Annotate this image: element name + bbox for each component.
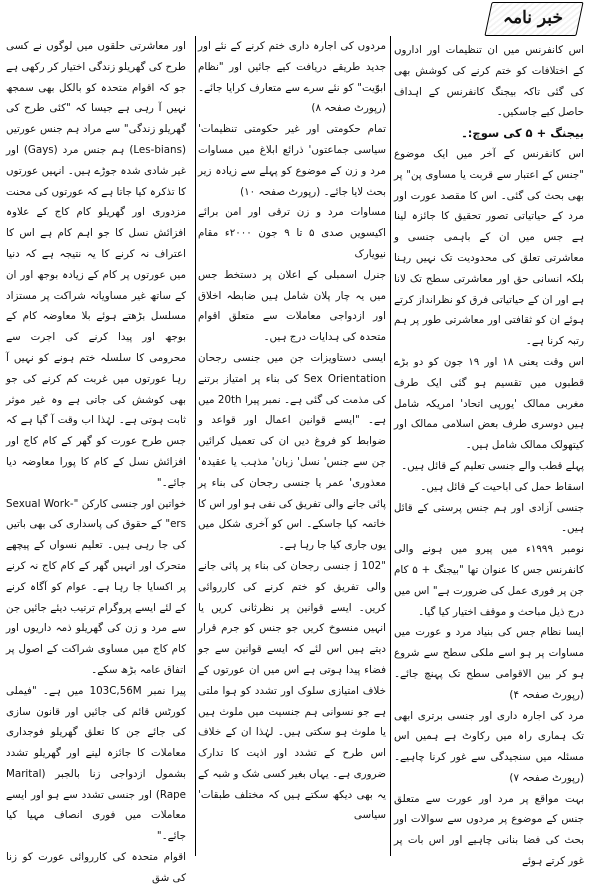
paragraph: پہلے قطب والے جنسی تعلیم کے قائل ہیں۔ [401, 459, 584, 472]
paragraph: جنسی آزادی اور ہم جنس پرستی کے قائل ہیں۔ [394, 501, 584, 535]
paragraph: ایسا نظام جس کی بنیاد مرد و عورت میں مساوات پر ہو اسے ملکی سطح سے شروع ہو کر بین الاقوامی سطح تک پہنچ جائے۔ (رپورٹ صفحہ ۴) [394, 626, 584, 701]
paragraph: بہت مواقع پر مرد اور عورت سے متعلق جنس کے موضوع پر مردوں سے سوالات اور بحث کی فضا بنانی چاہیے اور اس بات پر غور کرتے ہوئے [394, 792, 584, 868]
paragraph: اسقاط حمل کی اباحیت کے قائل ہیں۔ [420, 480, 584, 493]
paragraph: اس کانفرنس کے آخر میں ایک موضوع "جنس کے اعتبار سے قربت یا مساوی پن" پر بھی بحث کی گئی۔ اس کا مقصد عورت اور مرد کے حیاتیاتی تصور تحقیق کا جائزہ لینا ہے جس میں ان کے باہمی جنسی و معاشرتی تعلق کی محدودیت تک نہیں رہنا بلکہ انسانی حق اور معاشرتی سطح تک لانا ہے اور ان کے حیاتیاتی فرق کو نظرانداز کرتے ہوئے ان کو ثقافتی اور معاشرتی طور پر ہم رتبہ کرنا ہے۔ [394, 147, 584, 348]
paragraph: اور معاشرتی حلقوں میں لوگوں نے کسی طرح کی گھریلو زندگی اختیار کر رکھی ہے جو کہ اقوام متحدہ کو بالکل بھی سمجھ نہیں آ رہی ہے جیسا کہ "کئی طرح کی گھریلو زندگی" سے مراد ہم جنس عورتیں (Les-bians) ہم جنس مرد (Gays) اور غیر شادی شدہ جوڑے ہیں۔ انہیں عورتوں کا تذکرہ کیا جاتا ہے کہ عورتوں کی محنت مزدوری اور گھریلو کام کاج کے علاوہ افزائش نسل کا جو اہم کام ہے اس کا اعتراف نہ کرنے کا یہ نتیجہ ہے کہ دنیا میں عورتوں پر کام کے زیادہ بوجھ اور ان کے ساتھ غیر مساویانہ شراکت پر مستزاد مسلسل بڑھتے ہوئے بلا معاوضہ کام کے بوجھ اور پیدا کرنے کی اجرت سے محرومی کا سلسلہ ختم ہونے کو نہیں آ رہا عورتوں میں غربت کم کرنے کی جو بھی کوشش کی جاتی ہے وہ غیر موثر ثابت ہوتی ہے۔ لہٰذا اب وقت آ گیا ہے کہ جس طرح عورت کو گھر کے کام کاج اور افزائش نسل کے کام کا پورا معاوضہ دیا جائے۔" [6, 40, 186, 489]
paragraph: ایسی دستاویزات جن میں جنسی رجحان Sex Orientation کی بناء پر امتیاز برتنے کی مذمت کی گئی ہے۔ نمبر پیرا 20th میں ہے۔ "ایسے قوانین اعمال اور قواعد و ضوابط کو فروغ دیں ان کی تعمیل کرائیں جن سے جنس' نسل' زبان' مذہب یا عقیدہ' معذوری' عمر یا جنسی رجحان کی بناء پر پائی جانے والی تفریق کی نفی ہو اور اس کا خاتمہ کیا جاسکے۔ اس کو آخری شکل میں یوں جاری کیا جا رہا ہے۔ [198, 351, 386, 552]
paragraph: پیرا نمبر 103C,56M میں ہے۔ "فیملی کورٹس قائم کی جائیں اور قانون سازی کی جائے جن کا تعلق گھریلو فوجداری معاملات کا جائزہ لینے اور گھریلو تشدد بشمول ازدواجی زنا بالجبر (Marital Rape) اور جنسی تشدد سے ہو اور ایسے معاملات میں فوری انصاف مہیا کیا جائے۔" [6, 684, 187, 843]
newsletter-logo [488, 2, 578, 34]
paragraph: "j 102 جنسی رجحان کی بناء پر پائی جانے والی تفریق کو ختم کرنے کی کارروائی کریں۔ ایسے قوانین پر نظرثانی کریں یا انہیں منسوخ کریں جو جنس کو جرم قرار دیتے ہیں اس لئے کہ ایسے قوانین سے جو فضاء پیدا ہوتی ہے اس میں ان عورتوں کے خلاف امتیازی سلوک اور تشدد کو ہوا ملتی ہے جو نسوانی ہم جنسیت میں ملوث ہیں یا ملوث ہو سکتی ہیں۔ لہٰذا ان کے خلاف اس طرح کے تشدد اور اذیت کا تدارک ضروری ہے۔ یہاں بغیر کسی شک و شبہ کے یہ بھی دیکھ سکتے ہیں کہ مختلف طبقات' سیاسی [198, 559, 386, 822]
paragraph: جنرل اسمبلی کے اعلان پر دستخط جس میں یہ چار پلان شامل ہیں ضابطہ اخلاق اور ازدواجی معاملات سے متعلق اقوام متحدہ کی ہدایات درج ہیں۔ [198, 268, 386, 344]
paragraph: نومبر ۱۹۹۹ء میں پیرو میں ہونے والی کانفرنس جس کا عنوان تھا "بیجنگ + ۵ کام جن پر فوری عمل کی ضرورت ہے" اس میں درج ذیل مباحث و موقف اختیار کیا گیا۔ [394, 543, 585, 618]
article-column-middle [198, 36, 386, 856]
article-columns [0, 36, 590, 884]
paragraph: مرد کی اجارہ داری اور جنسی برتری ابھی تک ہماری راہ میں رکاوٹ ہے ہمیں اس مسئلہ میں سنجیدگی سے غور کرنا چاہیے۔ (رپورٹ صفحہ ۷) [394, 709, 584, 784]
paragraph: اقوام متحدہ کی کارروائی عورت کو زنا کی شق [6, 851, 186, 884]
article-column-right [394, 40, 585, 868]
paragraph: مردوں کی اجارہ داری ختم کرنے کے نئے اور جدید طریقے دریافت کیے جائیں اور "نظام ابوّیت" کو نئے سرے سے متعارف کرایا جائے۔ (رپورٹ صفحہ ۸) [198, 40, 386, 115]
article-column-left [6, 36, 187, 884]
paragraph: اس وقت یعنی ۱۸ اور ۱۹ جون کو دو بڑے قطبوں میں تقسیم ہو گئی ایک طرف مغربی ممالک 'یورپی اتحاد' امریکہ شامل ہیں دوسری طرف بعض اسلامی ممالک اور کیتھولک ممالک شامل ہیں۔ [394, 355, 585, 452]
paragraph: مساوات مرد و زن ترقی اور امن برائے اکیسویں صدی ۵ تا ۹ جون ۲۰۰۰ء مقام نیویارک [198, 206, 386, 260]
paragraph: اس کانفرنس میں ان تنظیمات اور اداروں کے اختلافات کو ختم کرنے کی کوشش بھی کی گئی تاکہ بیجنگ کانفرنس کے اہداف حاصل کیے جاسکیں۔ [394, 44, 584, 119]
section-heading: بیجنگ + ۵ کی سوچ:۔ [461, 126, 584, 141]
logo-text: خبر نامہ [503, 8, 563, 28]
paragraph: تمام حکومتی اور غیر حکومتی تنظیمات' سیاسی جماعتوں' ذرائع ابلاغ میں مساوات مرد و زن کے موضوع کو پہلے سے زیادہ زیر بحث لایا جائے۔ (رپورٹ صفحہ ۱۰) [198, 123, 386, 198]
paragraph: خواتین اور جنسی کارکن "Sexual Work-ers" کے حقوق کی پاسداری کی بھی باتیں کی جا رہی ہیں۔ تعلیم نسواں کے پیچھے متحرک اور انہیں گھر کے کام کاج نہ کرنے پر اکسایا جا رہا ہے۔ عوام کو آگاہ کرنے کے لئے ایسے پروگرام ترتیب دیئے جائیں جن سے مرد و زن کی گھریلو ذمہ داریوں اور کام کاج میں مساوی شراکت کے اصول پر اتفاق عامہ بڑھ سکے۔ [6, 497, 186, 676]
